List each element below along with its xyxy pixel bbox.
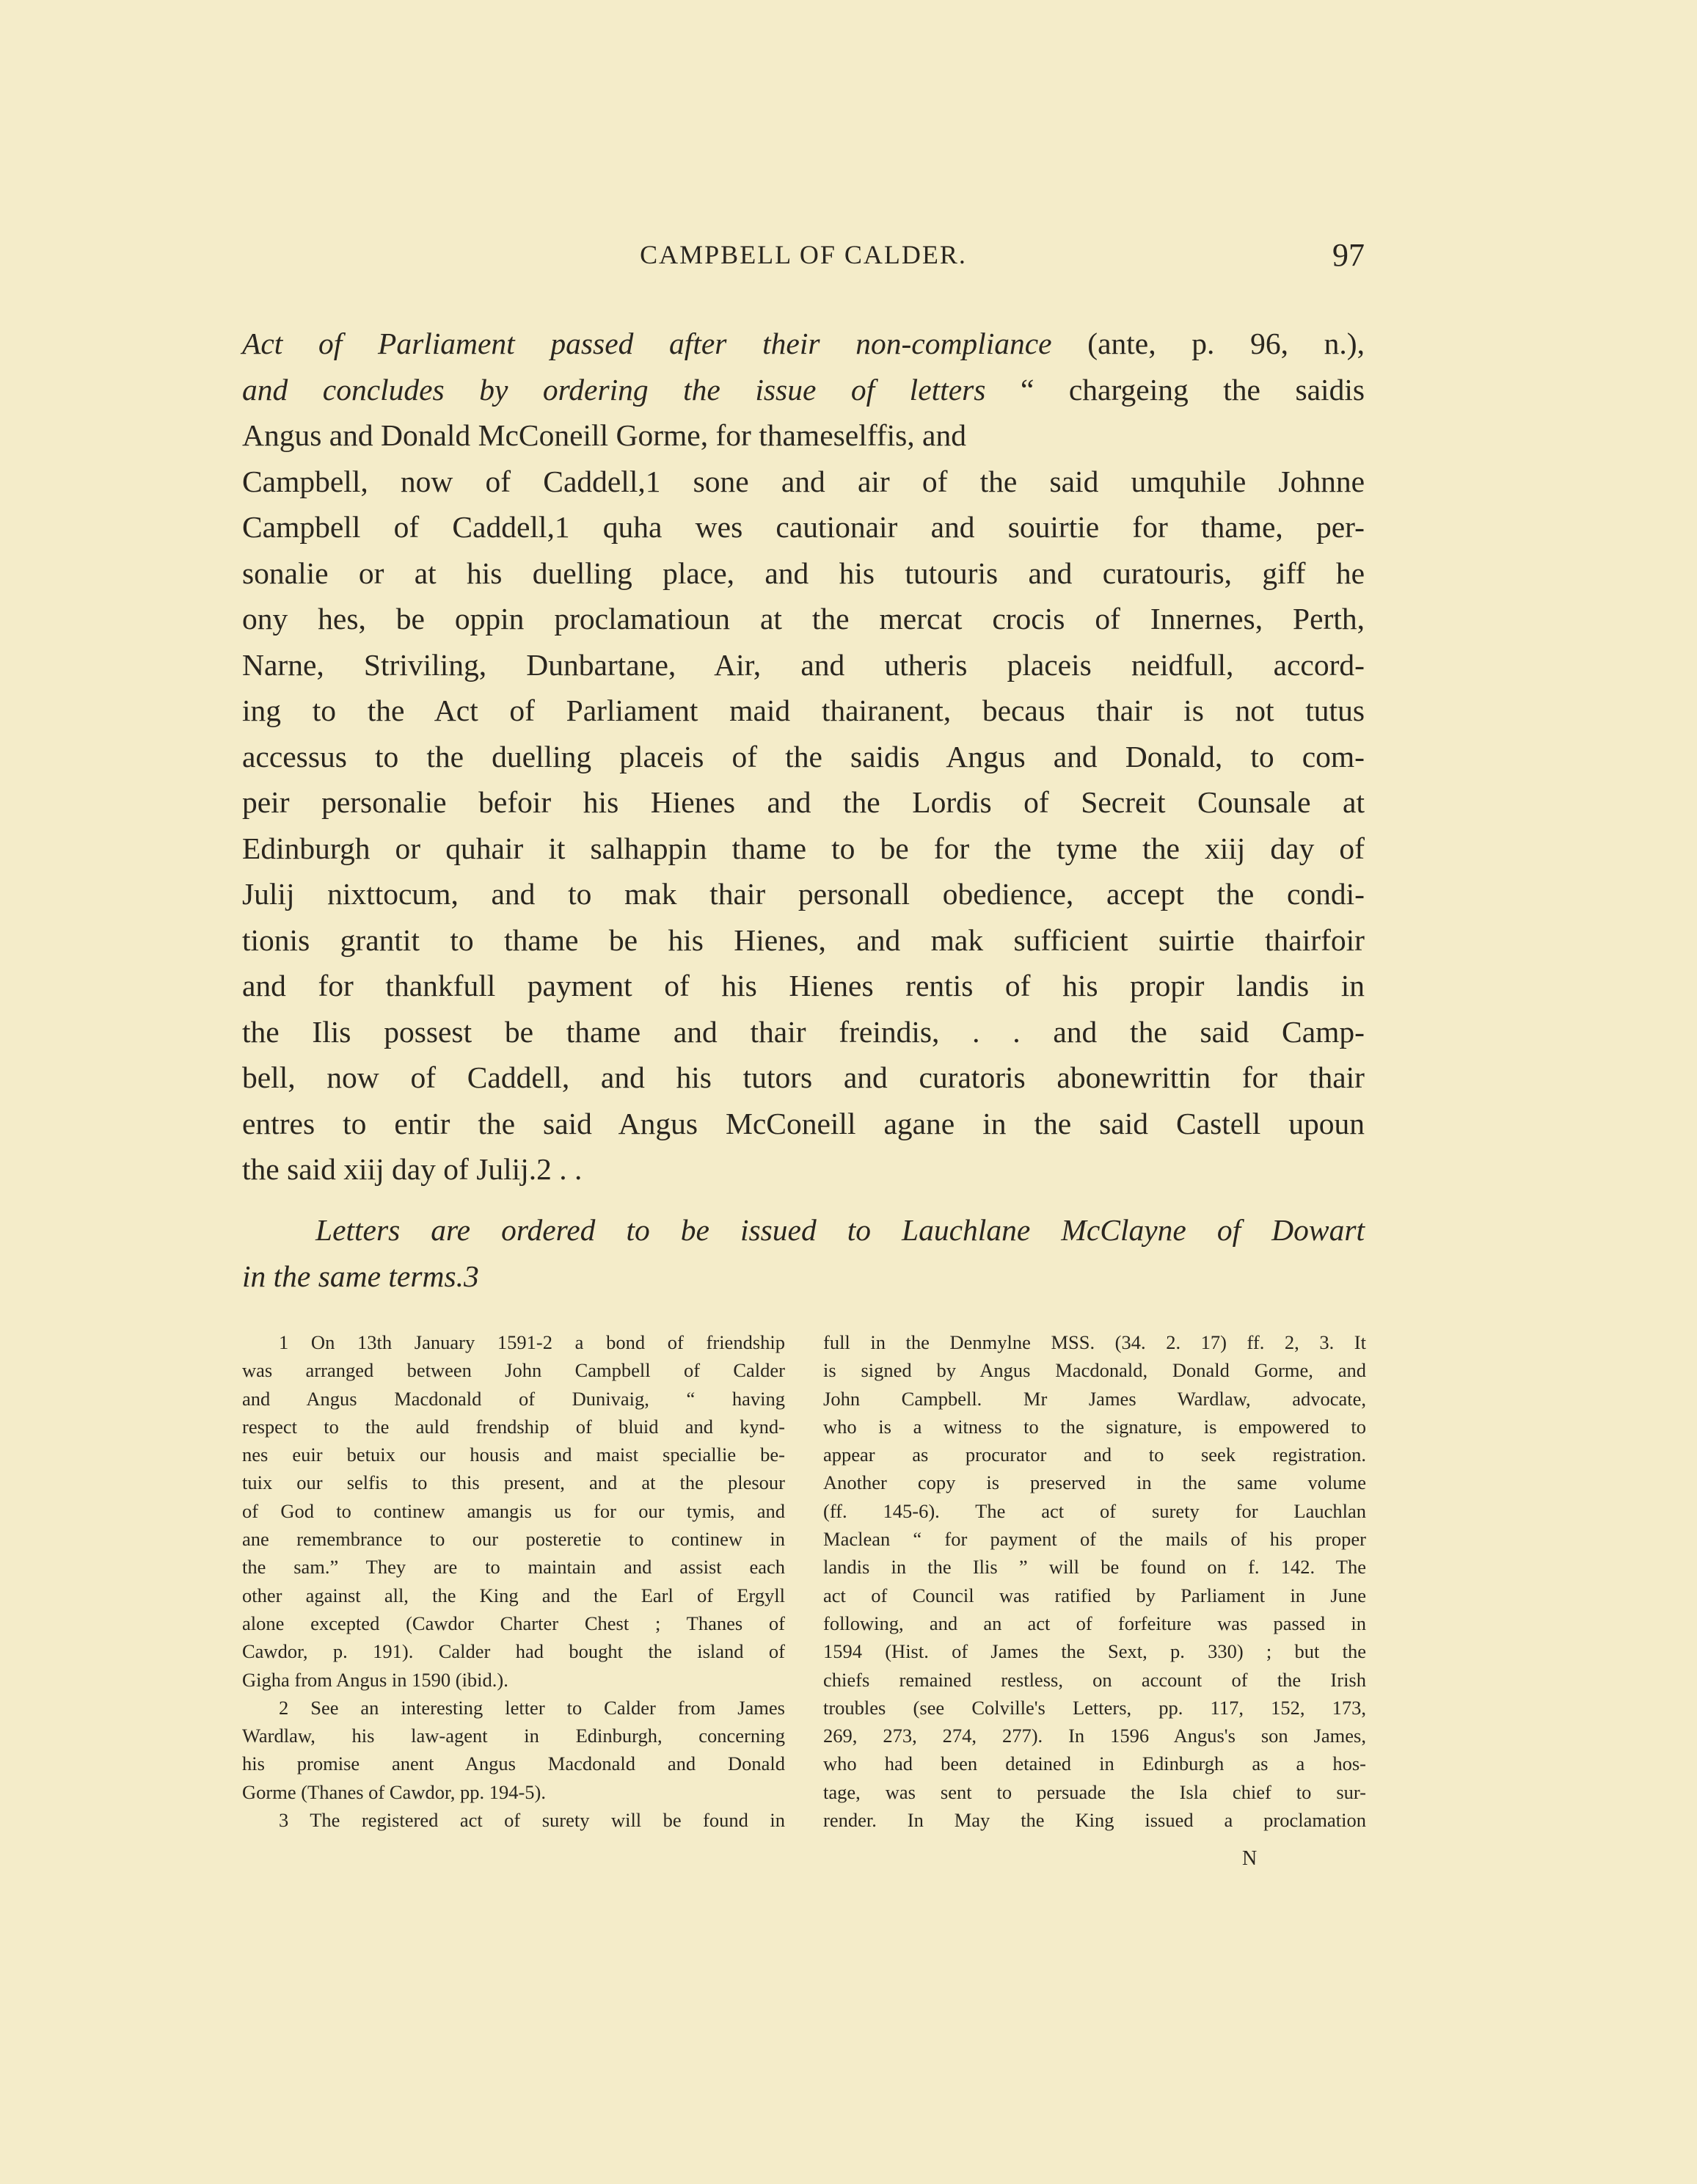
footnote-line: who is a witness to the signature, is empowered to (823, 1415, 1366, 1438)
main-text (242, 321, 1365, 1193)
footnote-line: Another copy is preserved in the same volume (823, 1471, 1366, 1494)
footnote-line: Maclean “ for payment of the mails of his proper (823, 1528, 1366, 1551)
footnote-line: appear as procurator and to seek registration. (823, 1444, 1366, 1466)
text-line: and for thankfull payment of his Hienes rentis of his propir landis in (242, 969, 1365, 1002)
page-number: 97 (1332, 237, 1365, 273)
footnotes-right-column (823, 1328, 1366, 1834)
footnote-line: 1594 (Hist. of James the Sext, p. 330) ; but the (823, 1640, 1366, 1663)
text-line: Narne, Striviling, Dunbartane, Air, and utheris placeis neidfull, accord- (242, 647, 1365, 682)
footnote-line: act of Council was ratified by Parliament in June (823, 1584, 1366, 1606)
footnote-line: ane remembrance to our posteretie to continew in (242, 1528, 785, 1551)
text-line: and concludes by ordering the issue of letters “ chargeing the saidis (242, 372, 1365, 407)
footnote-line: respect to the auld frendship of bluid and kynd- (242, 1415, 785, 1438)
text-line: Edinburgh or quhair it salhappin thame to be for the tyme the xiij day of (242, 831, 1365, 865)
text-line: ing to the Act of Parliament maid thairanent, becaus thair is not tutus (242, 694, 1365, 727)
text-line: Campbell, now of Caddell,1 sone and air of the said umquhile Johnne (242, 464, 1365, 498)
footnote-line: Gigha from Angus in 1590 (ibid.). (242, 1668, 508, 1691)
footnote-line: other against all, the King and the Earl of Ergyll (242, 1584, 785, 1606)
footnote-line: Wardlaw, his law-agent in Edinburgh, concerning (242, 1725, 785, 1747)
footnote-line: render. In May the King issued a proclamation (823, 1809, 1366, 1832)
footnote-line: alone excepted (Cawdor Charter Chest ; Thanes of (242, 1612, 785, 1634)
footnote-line: 2 See an interesting letter to Calder from James (279, 1696, 785, 1719)
footnote-line: of God to continew amangis us for our tymis, and (242, 1499, 785, 1522)
footnote-line: Cawdor, p. 191). Calder had bought the island of (242, 1640, 785, 1663)
text-line: entres to entir the said Angus McConeill agane in the said Castell upoun (242, 1106, 1365, 1140)
text-line: Julij nixttocum, and to mak thair personall obedience, accept the condi- (242, 877, 1365, 911)
footnote-line: troubles (see Colville's Letters, pp. 117, 152, 173, (823, 1696, 1366, 1719)
text-line: Act of Parliament passed after their non-compliance (ante, p. 96, n.), (242, 327, 1365, 360)
running-title: CAMPBELL OF CALDER. (640, 240, 967, 269)
footnote-line: full in the Denmylne MSS. (34. 2. 17) ff. 2, 3. It (823, 1331, 1366, 1353)
footnotes-left-column (242, 1328, 785, 1834)
footnote-line: following, and an act of forfeiture was passed in (823, 1612, 1366, 1634)
footnote-line: landis in the Ilis ” will be found on f. 142. The (823, 1556, 1366, 1579)
text-line: Campbell of Caddell,1 quha wes cautionair and souirtie for thame, per- (242, 510, 1365, 544)
footnote-line: his promise anent Angus Macdonald and Donald (242, 1752, 785, 1775)
footnote-line: was arranged between John Campbell of Calder (242, 1359, 785, 1382)
footnote-line: 269, 273, 274, 277). In 1596 Angus's son James, (823, 1725, 1366, 1747)
letters-line-2: in the same terms.3 (242, 1259, 479, 1293)
text-line: Angus and Donald McConeill Gorme, for thameselffis, and (242, 418, 966, 452)
footnote-line: the sam.” They are to maintain and assist each (242, 1556, 785, 1579)
footnote-line: Gorme (Thanes of Cawdor, pp. 194-5). (242, 1780, 546, 1803)
page-header (242, 236, 1365, 280)
footnote-line: is signed by Angus Macdonald, Donald Gorme, and (823, 1359, 1366, 1382)
signature-mark: N (1242, 1847, 1258, 1870)
footnote-line: chiefs remained restless, on account of the Irish (823, 1668, 1366, 1691)
text-line: tionis grantit to thame be his Hienes, and mak sufficient suirtie thairfoir (242, 922, 1365, 957)
text-line: ony hes, be oppin proclamatioun at the mercat crocis of Innernes, Perth, (242, 602, 1365, 636)
footnote-line: tage, was sent to persuade the Isla chief to sur- (823, 1780, 1366, 1803)
footnote-line: John Campbell. Mr James Wardlaw, advocate, (823, 1387, 1366, 1410)
footnote-line: tuix our selfis to this present, and at the plesour (242, 1471, 785, 1494)
footnote-line: (ff. 145-6). The act of surety for Lauchlan (823, 1499, 1366, 1522)
footnote-line: 1 On 13th January 1591-2 a bond of friendship (279, 1331, 785, 1353)
text-line: the said xiij day of Julij.2 . . (242, 1152, 583, 1186)
text-line: the Ilis possest be thame and thair freindis, . . and the said Camp- (242, 1014, 1365, 1049)
text-line: sonalie or at his duelling place, and his tutouris and curatouris, giff he (242, 556, 1365, 590)
letters-line-1: Letters are ordered to be issued to Lauchlane McClayne of Dowart (315, 1213, 1365, 1247)
text-line: bell, now of Caddell, and his tutors and curatoris abonewrittin for thair (242, 1060, 1365, 1094)
footnote-line: and Angus Macdonald of Dunivaig, “ having (242, 1387, 785, 1410)
footnote-line: nes euir betuix our housis and maist speciallie be- (242, 1444, 785, 1466)
footnote-line: who had been detained in Edinburgh as a hos- (823, 1752, 1366, 1775)
letters-paragraph (242, 1207, 1365, 1299)
text-line: peir personalie befoir his Hienes and the Lordis of Secreit Counsale at (242, 785, 1365, 819)
text-line: accessus to the duelling placeis of the saidis Angus and Donald, to com- (242, 739, 1365, 774)
footnote-line: 3 The registered act of surety will be found in (279, 1809, 785, 1832)
